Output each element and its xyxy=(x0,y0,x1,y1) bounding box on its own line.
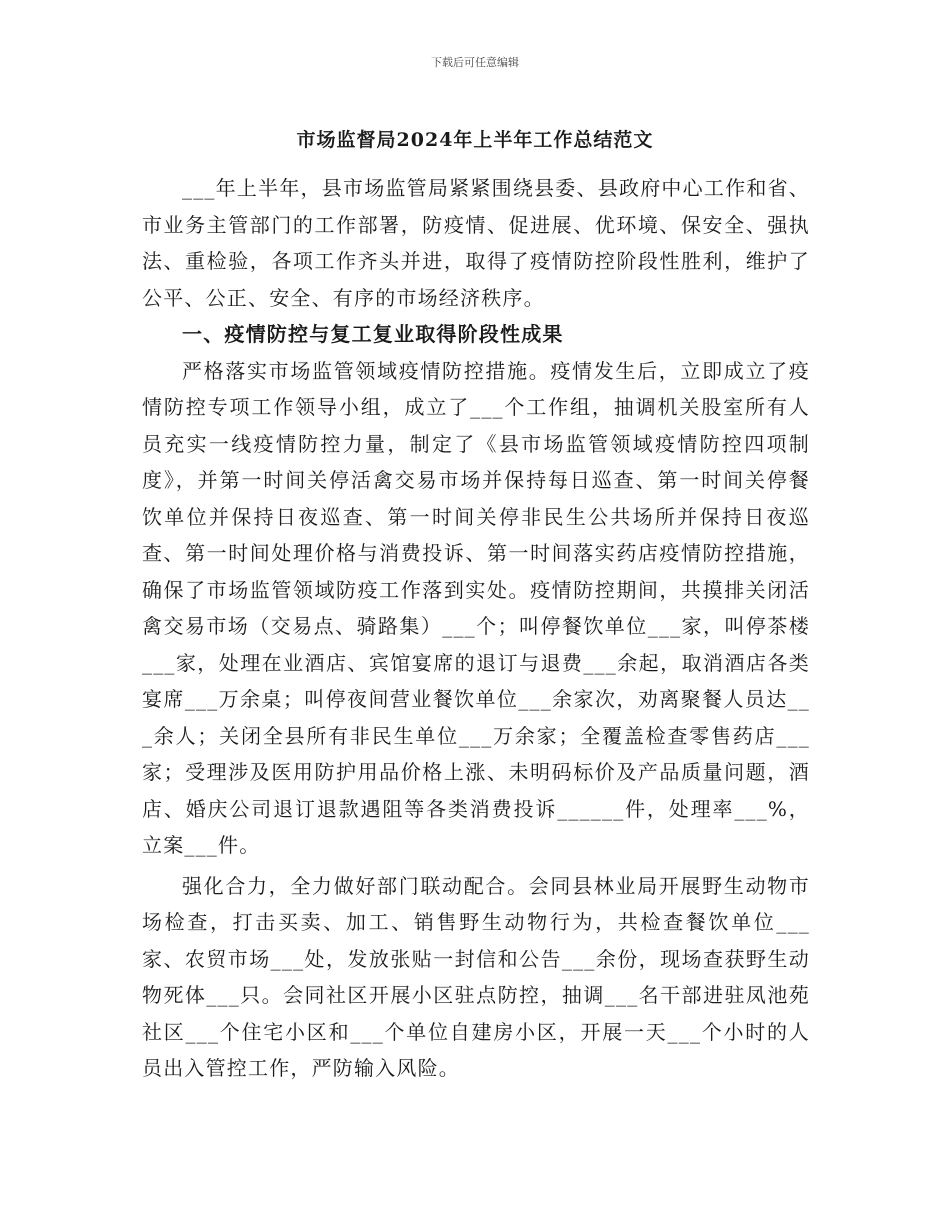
download-note: 下载后可任意编辑 xyxy=(431,56,519,69)
document-title: 市场监督局2024年上半年工作总结范文 xyxy=(296,129,654,151)
paragraph-epidemic-measures: 严格落实市场监管领域疫情防控措施。疫情发生后，立即成立了疫情防控专项工作领导小组，成立了___个工作组，抽调机关股室所有人员充实一线疫情防控力量，制定了《县市场监管领域疫情防控四项制度》，并第一时间关停活禽交易市场并保持每日巡查、第一时间关停餐饮单位并保持日夜巡查、第一时间关停非民生公共场所并保持日夜巡查、第一时间处理价格与消费投诉、第一时间落实药店疫情防控措施，确保了市场监管领域防疫工作落到实处。疫情防控期间，共摸排关闭活禽交易市场（交易点、骑路集）___个；叫停餐饮单位___家，叫停茶楼___家，处理在业酒店、宾馆宴席的退订与退费___余起，取消酒店各类宴席___万余桌；叫停夜间营业餐饮单位___余家次，劝离聚餐人员达___余人；关闭全县所有非民生单位___万余家；全覆盖检查零售药店___家；受理涉及医用防护用品价格上涨、未明码标价及产品质量问题，酒店、婚庆公司退订退款遇阻等各类消费投诉______件，处理率___%，立案___件。 xyxy=(142,358,810,857)
section-heading-1: 一、疫情防控与复工复业取得阶段性成果 xyxy=(182,322,564,346)
document-body xyxy=(142,170,810,1087)
intro-paragraph: ___年上半年，县市场监管局紧紧围绕县委、县政府中心工作和省、市业务主管部门的工作部署，防疫情、促进展、优环境、保安全、强执法、重检验，各项工作齐头并进，取得了疫情防控阶段性胜利，维护了公平、公正、安全、有序的市场经济秩序。 xyxy=(142,176,810,310)
paragraph-joint-cooperation: 强化合力，全力做好部门联动配合。会同县林业局开展野生动物市场检查，打击买卖、加工、销售野生动物行为，共检查餐饮单位___家、农贸市场___处，发放张贴一封信和公告___余份，现场查获野生动物死体___只。会同社区开展小区驻点防控，抽调___名干部进驻凤池苑社区___个住宅小区和___个单位自建房小区，开展一天___个小时的人员出入管控工作，严防输入风险。 xyxy=(142,873,810,1080)
